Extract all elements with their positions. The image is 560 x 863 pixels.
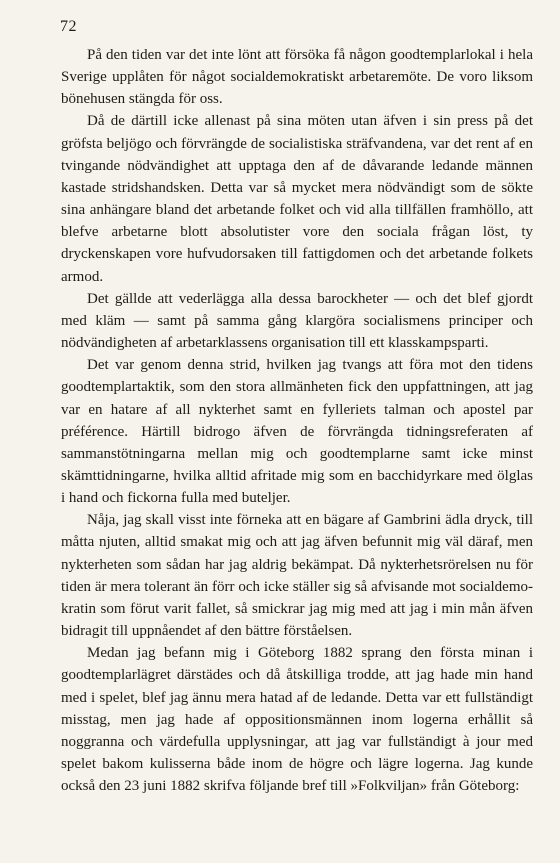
- body-text: [61, 44, 533, 797]
- paragraph: På den tiden var det inte lönt att försöka få någon goodtemplarlokal i hela Sverige upplåten för något socialdemokratiskt arbetaremöte. De voro liksom bönehusen stängda för oss.: [61, 47, 533, 108]
- paragraph: Nåja, jag skall visst inte förneka att en bägare af Gambrini ädla dryck, till måtta njuten, alltid smakat mig och att jag äfven befunnit mig väl däraf, men nykterheten som sådan har jag aldrig bekämpat. Då nykterhetsrörelsen nu för tiden är mera tolerant än förr och icke ställer sig så afvisande mot socialdemokratin som förut varit fallet, så smickrar jag mig med att jag i min mån äfven bidragit till uppnåendet af den bättre förståelsen.: [61, 512, 533, 640]
- paragraph: Det var genom denna strid, hvilken jag tvangs att föra mot den tidens goodtemplartaktik, som den stora allmänheten fick den uppfattningen, att jag var en hatare af all nykterhet samt en fylleriets talman och apostel par préférence. Härtill bidrogo äfven de förvrängda tidningsreferaten af sammanstötningarna mellan mig och goodtemplarne samt icke minst skämttidningarne, hvilka alltid afritade mig som en bacchidyrkare med ölglas i hand och fickorna fulla med buteljer.: [61, 357, 533, 507]
- paragraph: Det gällde att vederlägga alla dessa barockheter — och det blef gjordt med kläm — samt på samma gång klargöra socialismens principer och nödvändigheten af arbetarklassens organisation till ett klasskampsparti.: [61, 290, 533, 352]
- page-number: 72: [60, 18, 77, 35]
- paragraph: Medan jag befann mig i Göteborg 1882 sprang den första minan i goodtemplarlägret därstädes och då åtskilliga trodde, att jag hade min hand med i spelet, blef jag ännu mera hatad af de ledande. Detta var ett fullständigt misstag, men jag hade af oppositionsmännen inom logerna erhållit så noggranna och värdefulla upplysningar, att jag var fullständigt à jour med spelet bakom kulisserna både inom de högre och lägre logerna. Jag kunde också den 23 juni 1882 skrifva följande bref till »Folkviljan» från Göteborg:: [61, 645, 533, 795]
- paragraph: Då de därtill icke allenast på sina möten utan äfven i sin press på det gröfsta beljögo och förvrängde de socialistiska sträfvandena, var det rent af en tvingande nödvändighet att upptaga den af de dåvarande ledande männen kastade stridshandsken. Detta var så mycket mera nödvändigt som de sökte sina anhängare bland det arbetande folket och vid alla tillfällen framhöllo, att blefve arbetarne blott absolutister vore den sociala frågan löst, ty dryckenskapen vore hufvudorsaken till fattigdomen och det arbetande folkets armod.: [61, 113, 533, 285]
